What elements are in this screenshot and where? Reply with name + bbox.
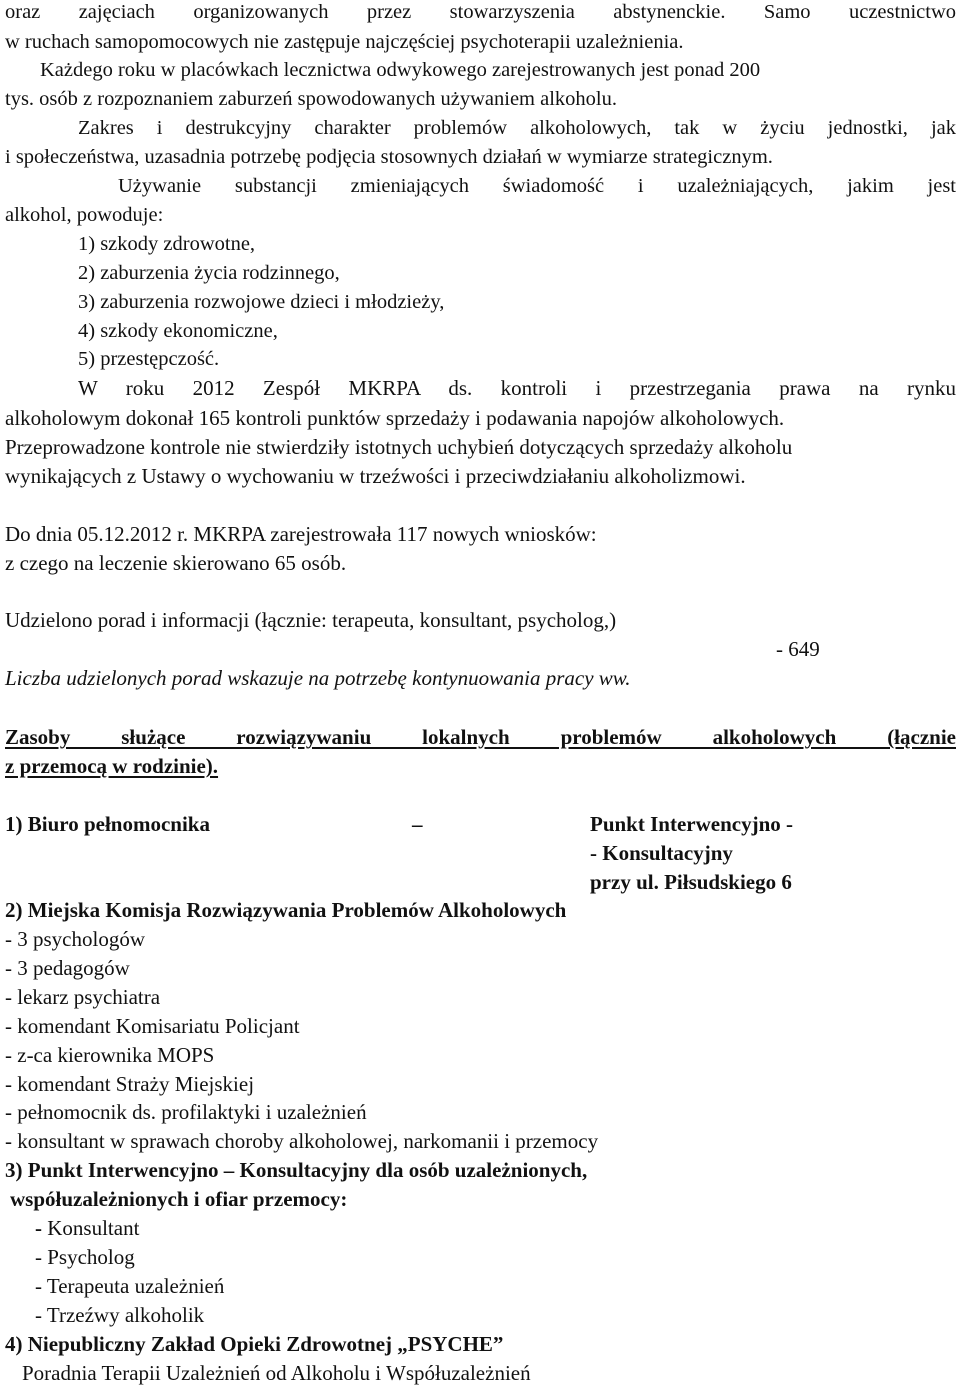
intro-line-4: tys. osób z rozpoznaniem zaburzeń spowodowanych używaniem alkoholu. (5, 88, 617, 110)
list-item: - komendant Straży Miejskiej (5, 1072, 255, 1096)
intro-line-3: Każdego roku w placówkach lecznictwa odwykowego zarejestrowanych jest ponad 200 (40, 59, 761, 81)
item3-title-line-1: 3) Punkt Interwencyjno – Konsultacyjny dla osób uzależnionych, (5, 1158, 588, 1182)
list-item: - Terapeuta uzależnień (35, 1274, 225, 1298)
intro-line-5: Zakres i destrukcyjny charakter problemów alkoholowych, tak w życiu jednostki, jak (78, 117, 956, 139)
list-item: - Psycholog (35, 1245, 135, 1269)
list-item: - lekarz psychiatra (5, 985, 161, 1009)
item2-title: 2) Miejska Komisja Rozwiązywania Problemów Alkoholowych (5, 898, 567, 922)
zasoby-heading-line-1: Zasoby służące rozwiązywaniu lokalnych problemów alkoholowych (łącznie (5, 725, 956, 749)
item4-subtitle: Poradnia Terapii Uzależnień od Alkoholu i Współuzależnień (22, 1361, 531, 1385)
effects-item: 4) szkody ekonomiczne, (78, 320, 278, 342)
kontrole-line-4: wynikających z Ustawy o wychowaniu w trzeźwości i przeciwdziałaniu alkoholizmowi. (5, 464, 746, 488)
list-item: - 3 pedagogów (5, 956, 130, 980)
effects-item: 1) szkody zdrowotne, (78, 233, 256, 255)
list-item: - z-ca kierownika MOPS (5, 1043, 215, 1067)
list-item: - pełnomocnik ds. profilaktyki i uzależnień (5, 1100, 367, 1124)
porady-line: Udzielono porad i informacji (łącznie: terapeuta, konsultant, psycholog,) (5, 608, 617, 632)
item1-title: 1) Biuro pełnomocnika (5, 812, 210, 836)
intro-line-2: w ruchach samopomocowych nie zastępuje najczęściej psychoterapii uzależnienia. (5, 31, 684, 53)
list-item: - komendant Komisariatu Policjant (5, 1014, 300, 1038)
effects-item: 3) zaburzenia rozwojowe dzieci i młodzieży, (78, 291, 445, 313)
kontrole-line-1: W roku 2012 Zespół MKRPA ds. kontroli i przestrzegania prawa na rynku (78, 376, 956, 400)
porady-count: - 649 (776, 637, 820, 661)
effects-item: 5) przestępczość. (78, 348, 220, 370)
intro-line-1: oraz zajęciach organizowanych przez stowarzyszenia abstynenckie. Samo uczestnictwo (5, 1, 956, 23)
list-item (35, 1218, 139, 1239)
item1-right-line-3: przy ul. Piłsudskiego 6 (590, 870, 792, 894)
list-item: - konsultant w sprawach choroby alkoholowej, narkomanii i przemocy (5, 1129, 599, 1153)
wnioski-line-1: Do dnia 05.12.2012 r. MKRPA zarejestrowała 117 nowych wniosków: (5, 522, 597, 546)
porady-note: Liczba udzielonych porad wskazuje na potrzebę kontynuowania pracy ww. (5, 666, 631, 690)
effects-item: 2) zaburzenia życia rodzinnego, (78, 262, 340, 284)
intro-line-6: i społeczeństwa, uzasadnia potrzebę podjęcia stosownych działań w wymiarze strategicznym. (5, 146, 773, 168)
list-item: - 3 psychologów (5, 927, 145, 951)
list-item-label: Konsultant (47, 1216, 140, 1240)
item3-title-line-2: współuzależnionych i ofiar przemocy: (10, 1187, 348, 1211)
list-dash: - (35, 1216, 42, 1240)
intro-line-7: Używanie substancji zmieniających świadomość i uzależniających, jakim jest (118, 175, 956, 197)
item1-right-line-1: Punkt Interwencyjno - (590, 812, 793, 836)
kontrole-line-2: alkoholowym dokonał 165 kontroli punktów sprzedaży i podawania napojów alkoholowych. (5, 406, 785, 430)
zasoby-heading-line-2: z przemocą w rodzinie). (5, 754, 219, 778)
kontrole-line-3: Przeprowadzone kontrole nie stwierdziły istotnych uchybień dotyczących sprzedaży alkoholu (5, 435, 793, 459)
intro-line-8: alkohol, powoduje: (5, 204, 164, 226)
item4-title: 4) Niepubliczny Zakład Opieki Zdrowotnej „PSYCHE” (5, 1332, 504, 1356)
list-item: - Trzeźwy alkoholik (35, 1303, 205, 1327)
item1-right-line-2: - Konsultacyjny (590, 841, 733, 865)
wnioski-line-2: z czego na leczenie skierowano 65 osób. (5, 551, 347, 575)
item1-dash: – (412, 812, 423, 836)
